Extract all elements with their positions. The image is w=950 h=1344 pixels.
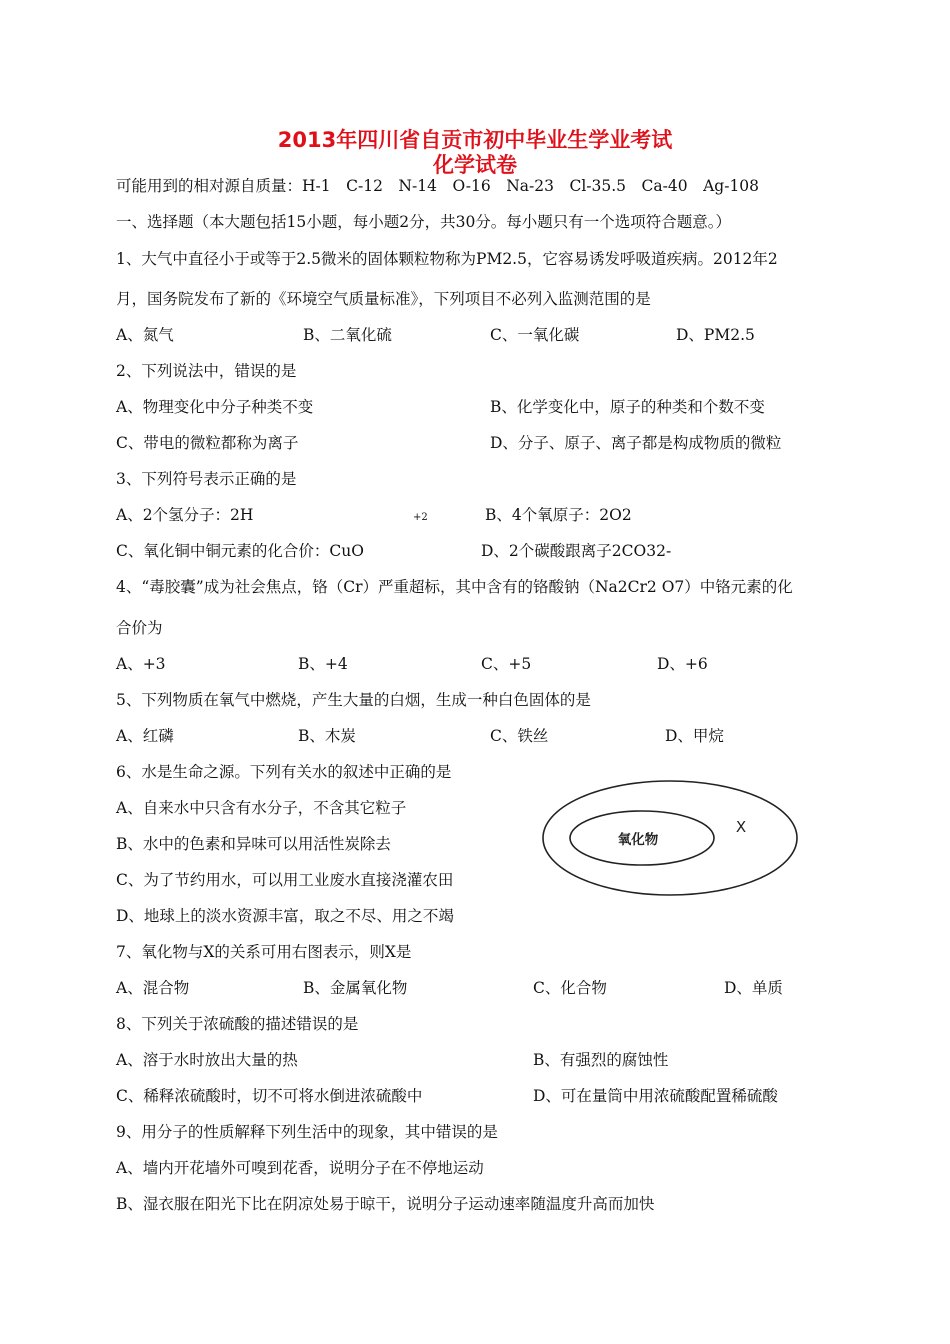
- q1-stem-line1: 1、大气中直径小于或等于2.5微米的固体颗粒物称为PM2.5，它容易诱发呼吸道疾病。2012年2: [116, 250, 778, 268]
- q1-option-c: C、一氧化碳: [490, 326, 580, 344]
- q9-stem: 9、用分子的性质解释下列生活中的现象，其中错误的是: [116, 1123, 498, 1141]
- q1-stem-line2: 月，国务院发布了新的《环境空气质量标准》，下列项目不必列入监测范围的是: [116, 290, 651, 308]
- oxide-venn-diagram: [540, 778, 810, 898]
- q1-option-a: A、氮气: [116, 326, 174, 344]
- q6-option-b: B、水中的色素和异味可以用活性炭除去: [116, 835, 391, 853]
- q3-valence-superscript: +2: [413, 512, 428, 523]
- q5-stem: 5、下列物质在氧气中燃烧，产生大量的白烟，生成一种白色固体的是: [116, 691, 591, 709]
- q9-option-a: A、墙内开花墙外可嗅到花香，说明分子在不停地运动: [116, 1159, 484, 1177]
- q2-option-d: D、分子、原子、离子都是构成物质的微粒: [490, 434, 782, 452]
- q5-option-a: A、红磷: [116, 727, 174, 745]
- exam-title-line2: 化学试卷: [433, 153, 517, 177]
- q8-option-d: D、可在量筒中用浓硫酸配置稀硫酸: [533, 1087, 778, 1105]
- q4-option-c: C、+5: [481, 655, 532, 673]
- q9-option-b: B、湿衣服在阳光下比在阴凉处易于晾干，说明分子运动速率随温度升高而加快: [116, 1195, 655, 1213]
- q2-option-c: C、带电的微粒都称为离子: [116, 434, 299, 452]
- q5-option-d: D、甲烷: [665, 727, 724, 745]
- q3-option-c: C、氧化铜中铜元素的化合价：CuO: [116, 542, 364, 560]
- q2-option-a: A、物理变化中分子种类不变: [116, 398, 314, 416]
- q8-option-a: A、溶于水时放出大量的热: [116, 1051, 298, 1069]
- q4-option-b: B、+4: [298, 655, 348, 673]
- atomic-masses: 可能用到的相对源自质量：H-1 C-12 N-14 O-16 Na-23 Cl-35.5 Ca-40 Ag-108: [116, 177, 760, 195]
- q3-option-a: A、2个氢分子：2H: [116, 506, 254, 524]
- q8-stem: 8、下列关于浓硫酸的描述错误的是: [116, 1015, 359, 1033]
- q7-option-a: A、混合物: [116, 979, 190, 997]
- q7-option-b: B、金属氧化物: [303, 979, 408, 997]
- q5-option-c: C、铁丝: [490, 727, 549, 745]
- q4-stem-line1: 4、“毒胶囊”成为社会焦点，铬（Cr）严重超标，其中含有的铬酸钠（Na2Cr2 O7）中铬元素的化: [116, 578, 793, 596]
- q1-option-b: B、二氧化硫: [303, 326, 392, 344]
- q3-option-b: B、4个氧原子：2O2: [485, 506, 632, 524]
- q7-stem: 7、氧化物与X的关系可用右图表示，则X是: [116, 943, 412, 961]
- outer-ellipse-x: [543, 781, 797, 895]
- q6-option-a: A、自来水中只含有水分子，不含其它粒子: [116, 799, 407, 817]
- q4-option-d: D、+6: [657, 655, 708, 673]
- q4-option-a: A、+3: [116, 655, 166, 673]
- q6-option-d: D、地球上的淡水资源丰富，取之不尽、用之不竭: [116, 907, 454, 925]
- outer-ellipse-label: X: [735, 818, 747, 836]
- q6-stem: 6、水是生命之源。下列有关水的叙述中正确的是: [116, 763, 452, 781]
- q3-stem: 3、下列符号表示正确的是: [116, 470, 297, 488]
- q1-option-d: D、PM2.5: [676, 326, 755, 344]
- section-heading: 一、选择题（本大题包括15小题，每小题2分，共30分。每小题只有一个选项符合题意。）: [116, 213, 732, 231]
- q5-option-b: B、木炭: [298, 727, 356, 745]
- q2-stem: 2、下列说法中，错误的是: [116, 362, 297, 380]
- q8-option-c: C、稀释浓硫酸时，切不可将水倒进浓硫酸中: [116, 1087, 423, 1105]
- q3-option-d: D、2个碳酸跟离子2CO32-: [481, 542, 672, 560]
- q6-option-c: C、为了节约用水，可以用工业废水直接浇灌农田: [116, 871, 454, 889]
- q8-option-b: B、有强烈的腐蚀性: [533, 1051, 669, 1069]
- q2-option-b: B、化学变化中，原子的种类和个数不变: [490, 398, 765, 416]
- q4-stem-line2: 合价为: [116, 619, 163, 637]
- exam-title-line1: 2013年四川省自贡市初中毕业生学业考试: [277, 128, 673, 152]
- inner-ellipse-label: 氧化物: [617, 832, 659, 848]
- q7-option-d: D、单质: [724, 979, 783, 997]
- q7-option-c: C、化合物: [533, 979, 607, 997]
